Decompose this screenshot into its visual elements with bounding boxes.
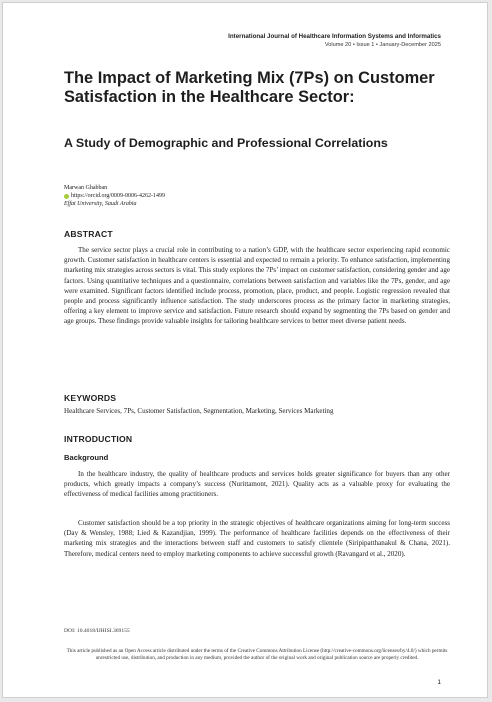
article-title: The Impact of Marketing Mix (7Ps) on Customer Satisfaction in the Healthcare Sector: xyxy=(64,69,435,106)
orcid-icon xyxy=(64,194,69,199)
orcid-link[interactable]: https://orcid.org/0009-0006-4262-1499 xyxy=(71,193,166,199)
introduction-heading: INTRODUCTION xyxy=(64,434,133,444)
author-name: Marwan Ghabban xyxy=(64,185,108,191)
abstract-heading: ABSTRACT xyxy=(64,229,113,239)
license-notice: This article published as an Open Access article distributed under the terms of the Creative Commons Attribution License (http://creative-commons.org/licenses/by/4.0/) which permits unrestricted use, distribution, and production in any medium, provided the author of the original work and original publication source are properly credited. xyxy=(66,648,448,661)
doi[interactable]: DOI: 10.4018/IJHISI.369155 xyxy=(64,628,130,634)
journal-header xyxy=(228,33,441,48)
journal-issue: Volume 20 • Issue 1 • January-December 2025 xyxy=(324,42,441,48)
author-affiliation: Effat University, Saudi Arabia xyxy=(64,201,137,207)
intro-paragraph-2: Customer satisfaction should be a top priority in the strategic objectives of healthcare organizations aiming for long-term success (Day & Wensley, 1988; Lied & Kazandjian, 1999). The performance of healthcare facilities depends on the effectiveness of their marketing mix strategies and the interactions between staff and customers to satisfy clientele (Siripipatthanakul & Chana, 2021). Therefore, medical centers need to employ marketing components to achieve successful growth (Ravangard et al., 2020). xyxy=(64,519,450,558)
orcid-line xyxy=(64,192,165,200)
keywords-text: Healthcare Services, 7Ps, Customer Satisfaction, Segmentation, Marketing, Services Marketing xyxy=(64,407,334,415)
background-heading: Background xyxy=(64,453,109,462)
keywords-heading: KEYWORDS xyxy=(64,393,117,403)
page-number: 1 xyxy=(437,679,441,686)
article-subtitle: A Study of Demographic and Professional Correlations xyxy=(64,136,388,150)
paper-page xyxy=(2,2,488,698)
author-block xyxy=(64,184,165,208)
abstract-text: The service sector plays a crucial role in contributing to a nation’s GDP, with the healthcare sector experiencing rapid economic growth. Customer satisfaction in healthcare centers is essential and expected to remain a priority. To enhance satisfaction, implementing marketing mix strategies across sectors is vital. This study explores the 7Ps’ impact on customer satisfaction, considering gender and age factors. Using quantitative techniques and a questionnaire, correlations between satisfaction and variables like the 7Ps, gender, and age were examined. Significant factors identified include process, promotion, place, product, and people. Logistic regression revealed that people and process significantly influence satisfaction. The study underscores process as the primary factor in marketing strategies, offering a key element to improve service and satisfaction. Future research should expand by segmenting the 7Ps based on gender and age groups. These findings provide valuable insights for tailoring healthcare services to better meet diverse patient needs. xyxy=(64,246,450,326)
intro-paragraph-1: In the healthcare industry, the quality of healthcare products and services holds greater significance for buyers than any other products, which greatly impacts a company’s success (Nurittamont, 2021). Quality acts as a valuable proxy for evaluating the effectiveness of medical facilities among practitioners. xyxy=(64,470,450,499)
journal-name: International Journal of Healthcare Information Systems and Informatics xyxy=(228,33,441,40)
